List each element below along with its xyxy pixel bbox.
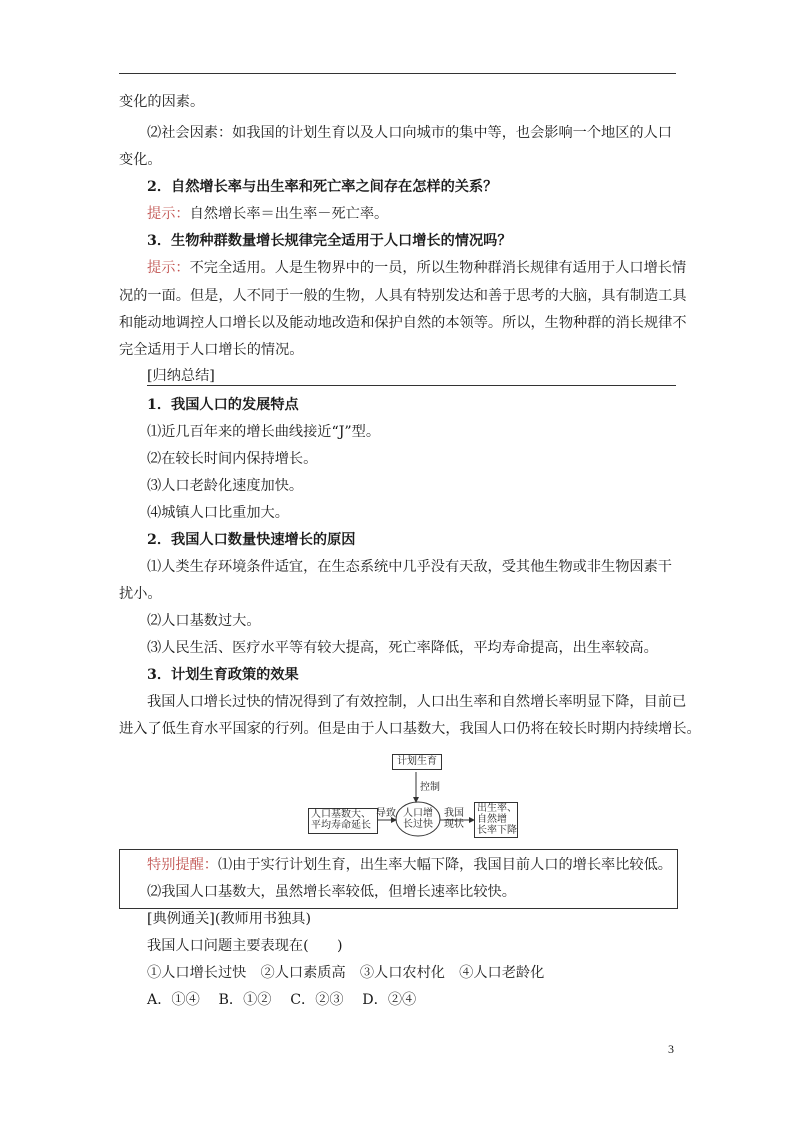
result-line-2: 自然增 <box>477 814 507 825</box>
example-options: ①人口增长过快 ②人口素质高 ③人口农村化 ④人口老龄化 <box>147 965 545 981</box>
center-line-1: 人口增 <box>403 808 433 819</box>
summary-rule <box>147 385 676 386</box>
text-line: 况的一面。但是，人不同于一般的生物，人具有特别发达和善于思考的大脑，具有制造工具 <box>119 288 687 304</box>
cause-line-2: 平均寿命延长 <box>311 820 371 831</box>
text-line: ⑵人口基数过大。 <box>147 613 261 629</box>
text-line: ⑵在较长时间内保持增长。 <box>147 451 318 467</box>
text-line: 和能动地调控人口增长以及能动地改造和保护自然的本领等。所以，生物种群的消长规律不 <box>119 315 687 331</box>
text-line: ⑵社会因素：如我国的计划生育以及人口向城市的集中等，也会影响一个地区的人口 <box>147 125 672 141</box>
text-line: 进入了低生育水平国家的行列。但是由于人口基数大，我国人口仍将在较长时期内持续增长。 <box>119 721 701 737</box>
diagram-plan-box: 计划生育 <box>392 754 442 770</box>
reminder-label: 特别提醒： <box>147 857 218 873</box>
text-line: 变化。 <box>119 152 162 168</box>
text-line: 我国人口增长过快的情况得到了有效控制，人口出生率和自然增长率明显下降，目前已 <box>147 694 687 710</box>
reminder-line-2: ⑵我国人口基数大，虽然增长率较低，但增长速率比较快。 <box>147 884 516 900</box>
result-line-3: 长率下降 <box>477 825 517 836</box>
center-line-2: 长过快 <box>403 819 433 830</box>
text-line: ⑷城镇人口比重加大。 <box>147 505 289 521</box>
summary-header: [归纳总结] <box>147 368 215 384</box>
question-3: 3．生物种群数量增长规律完全适用于人口增长的情况吗？ <box>147 233 512 249</box>
hint-2 <box>147 258 686 278</box>
hint-label: 提示： <box>147 260 190 276</box>
diagram-control-label: 控制 <box>420 782 440 793</box>
text-line: ⑴人类生存环境条件适宜，在生态系统中几乎没有天敌，受其他生物或非生物因素干 <box>147 559 672 575</box>
reminder-text-1: ⑴由于实行计划生育，出生率大幅下降，我国目前人口的增长率比较低。 <box>217 857 672 873</box>
hint-text: 不完全适用。人是生物界中的一员，所以生物种群消长规律有适用于人口增长情 <box>189 260 687 276</box>
diagram-cause-label: 导致 <box>376 808 396 819</box>
diagram-center <box>402 808 434 830</box>
summary-heading-3: 3．计划生育政策的效果 <box>147 667 299 683</box>
hint-text: 自然增长率＝出生率－死亡率。 <box>189 206 389 222</box>
hint-label: 提示： <box>147 206 190 222</box>
example-question: 我国人口问题主要表现在( ) <box>147 938 343 954</box>
summary-heading-2: 2．我国人口数量快速增长的原因 <box>147 532 356 548</box>
diagram-result-box <box>474 802 518 838</box>
diagram-cause-box <box>308 808 378 834</box>
page-number: 3 <box>668 1042 674 1056</box>
question-2: 2．自然增长率与出生率和死亡率之间存在怎样的关系？ <box>147 179 498 195</box>
example-header: [典例通关](教师用书独具) <box>147 911 312 927</box>
text-line: 扰小。 <box>119 586 162 602</box>
example-choices: A．①④ B．①② C．②③ D．②④ <box>147 992 417 1008</box>
header-rule <box>119 73 676 74</box>
status-line-2: 现状 <box>444 819 464 830</box>
text-line: ⑶人口老龄化速度加快。 <box>147 478 304 494</box>
result-line-1: 出生率、 <box>477 803 517 814</box>
cause-line-1: 人口基数大、 <box>311 809 371 820</box>
text-line: 完全适用于人口增长的情况。 <box>119 342 304 358</box>
text-line: ⑴近几百年来的增长曲线接近“J”型。 <box>147 424 381 440</box>
status-line-1: 我国 <box>444 808 464 819</box>
reminder-line-1 <box>147 855 672 875</box>
diagram-status-label <box>444 808 464 830</box>
summary-heading-1: 1．我国人口的发展特点 <box>147 397 299 413</box>
flow-diagram <box>308 752 518 840</box>
hint-1 <box>147 204 388 224</box>
text-line: 变化的因素。 <box>119 94 205 110</box>
text-line: ⑶人民生活、医疗水平等有较大提高，死亡率降低，平均寿命提高，出生率较高。 <box>147 640 658 656</box>
